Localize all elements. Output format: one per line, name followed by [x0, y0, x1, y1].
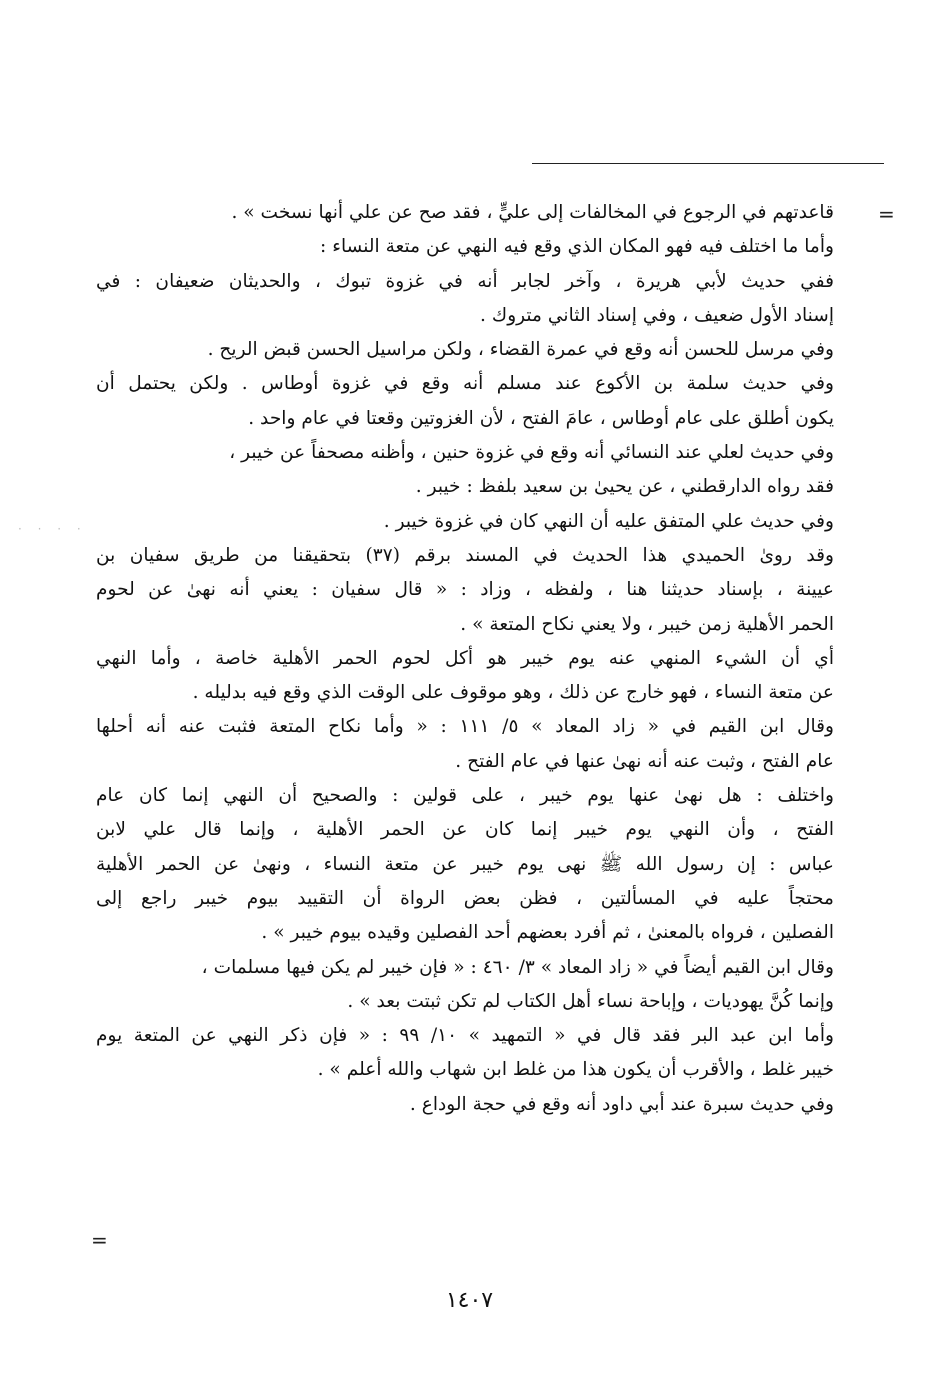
text-line: الفتح ، وأن النهي يوم خيبر إنما كان عن الحمر الأهلية ، وإنما قال علي لابن: [96, 819, 834, 841]
scan-artifact: · · · ·: [18, 522, 87, 536]
text-line: قاعدتهم في الرجوع في المخالفات إلى عليٍّ ، فقد صح عن علي أنها نسخت » .: [231, 202, 834, 223]
text-line: ففي حديث لأبي هريرة ، وآخر لجابر أنه في غزوة تبوك ، والحديثان ضعيفان : في: [96, 270, 834, 292]
text-line: الفصلين ، فرواه بالمعنىٰ ، ثم أفرد بعضهم أحد الفصلين وقيده بيوم خيبر » .: [261, 922, 834, 944]
footnote-text-block: [96, 196, 834, 1122]
continuation-mark-bottom: =: [91, 1228, 108, 1252]
text-line: وفي حديث لعلي عند النسائي أنه وقع في غزوة حنين ، وأظنه مصحفاً عن خيبر ،: [229, 442, 834, 464]
text-line: وفي حديث علي المتفق عليه أن النهي كان في غزوة خيبر .: [383, 510, 834, 532]
text-line: إسناد الأول ضعيف ، وفي إسناد الثاني متروك .: [480, 304, 834, 326]
text-line: الحمر الأهلية زمن خيبر ، ولا يعني نكاح المتعة » .: [460, 613, 834, 635]
text-line: وقد روىٰ الحميدي هذا الحديث في المسند برقم (٣٧) بتحقيقنا من طريق سفيان بن: [96, 544, 834, 566]
text-line: محتجاً عليه في المسألتين ، فظن بعض الرواة أن التقييد بيوم خيبر راجع إلى: [96, 887, 834, 909]
continuation-mark-top: =: [878, 202, 895, 226]
text-line: وقال ابن القيم أيضاً في « زاد المعاد » ٣/ ٤٦٠ : « فإن خيبر لم يكن فيها مسلمات ،: [201, 956, 834, 978]
text-line: عباس : إن رسول الله ﷺ نهى يوم خيبر عن متعة النساء ، ونهىٰ عن الحمر الأهلية: [96, 853, 834, 875]
text-line: وإنما كُنَّ يهوديات ، وإباحة نساء أهل الكتاب لم تكن ثبتت بعد » .: [347, 990, 834, 1012]
text-line: عيينة ، بإسناد حديثنا هنا ، ولفظه ، وزاد : « قال سفيان : يعني أنه نهىٰ عن لحوم: [96, 579, 834, 601]
text-line: وقال ابن القيم في « زاد المعاد » ٥/ ١١١ : « وأما نكاح المتعة فثبت عنه أنه أحلها: [96, 716, 834, 738]
text-line: خيبر غلط ، والأقرب أن يكون هذا من غلط ابن شهاب والله أعلم » .: [317, 1059, 834, 1081]
text-line: عام الفتح ، وثبت عنه أنه نهىٰ عنها في عام الفتح .: [455, 750, 834, 772]
text-line: فقد رواه الدارقطني ، عن يحيىٰ بن سعيد بلفظ : خيبر .: [415, 476, 834, 498]
footnote-separator-rule: [532, 163, 884, 164]
text-line: وأما ابن عبد البر فقد قال في « التمهيد » ١٠/ ٩٩ : « فإن ذكر النهي عن المتعة يوم: [96, 1025, 834, 1047]
text-line: يكون أطلق على عام أوطاس ، عامَ الفتح ، لأن الغزوتين وقعتا في عام واحد .: [248, 407, 834, 429]
page-number: ١٤٠٧: [445, 1288, 494, 1313]
text-line: وأما ما اختلف فيه فهو المكان الذي وقع فيه النهي عن متعة النساء :: [320, 236, 834, 258]
text-line: أي أن الشيء المنهي عنه يوم خيبر هو أكل لحوم الحمر الأهلية خاصة ، وأما النهي: [96, 647, 834, 669]
text-line: وفي حديث سبرة عند أبي داود أنه وقع في حجة الوداع .: [409, 1093, 834, 1115]
text-line: واختلف : هل نهىٰ عنها يوم خيبر ، على قولين : والصحيح أن النهي إنما كان عام: [96, 785, 834, 807]
text-line: وفي حديث سلمة بن الأكوع عند مسلم أنه وقع في غزوة أوطاس . ولكن يحتمل أن: [96, 373, 834, 395]
text-line: وفي مرسل للحسن أنه وقع في عمرة القضاء ، ولكن مراسيل الحسن قبض الريح .: [207, 339, 834, 361]
text-line: عن متعة النساء ، فهو خارج عن ذلك ، وهو موقوف على الوقت الذي وقع فيه بدليله .: [192, 682, 834, 704]
